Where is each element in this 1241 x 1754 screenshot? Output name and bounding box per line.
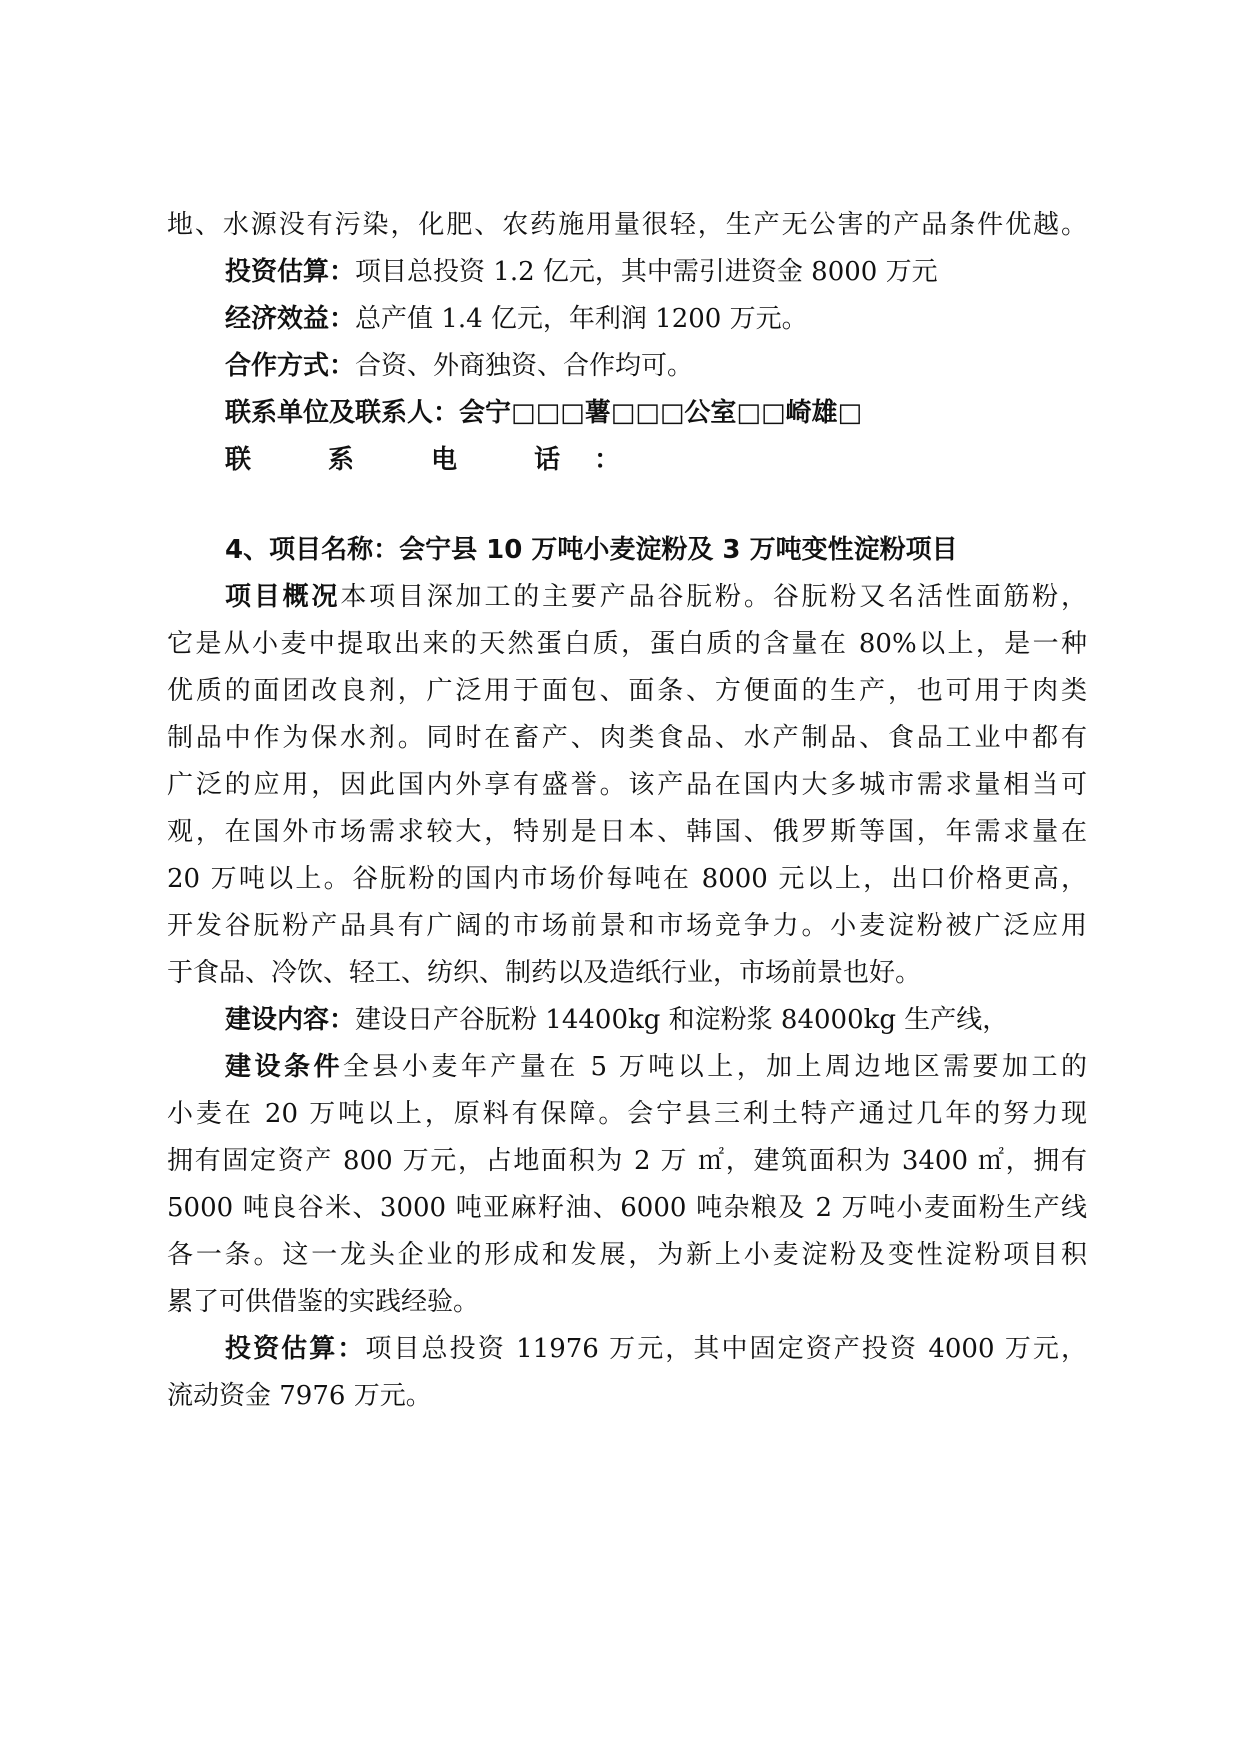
condition-line: 拥有固定资产 800 万元，占地面积为 2 万 ㎡，建筑面积为 3400 ㎡，拥有 — [167, 1146, 1087, 1176]
invest-estimate-row — [225, 252, 1087, 292]
contact-text: 会宁□□□薯□□□公室□□崎雄□ — [459, 398, 863, 428]
cooperation-row — [225, 346, 1087, 386]
construction-content-text: 建设日产谷朊粉 14400kg 和淀粉浆 84000kg 生产线， — [355, 1005, 1009, 1035]
overview-line-1 — [225, 577, 1087, 617]
overview-line: 它是从小麦中提取出来的天然蛋白质，蛋白质的含量在 80%以上，是一种 — [167, 629, 1087, 659]
condition-label: 建设条件 — [225, 1052, 343, 1082]
condition-line: 小麦在 20 万吨以上，原料有保障。会宁县三利土特产通过几年的努力现 — [167, 1099, 1087, 1129]
invest-estimate-2-text: 项目总投资 11976 万元，其中固定资产投资 4000 万元， — [365, 1334, 1087, 1364]
overview-line: 优质的面团改良剂，广泛用于面包、面条、方便面的生产，也可用于肉类 — [167, 676, 1087, 706]
project-title: 4、项目名称：会宁县 10 万吨小麦淀粉及 3 万吨变性淀粉项目 — [225, 535, 958, 565]
overview-text: 本项目深加工的主要产品谷朊粉。谷朊粉又名活性面筋粉， — [340, 582, 1087, 612]
condition-line: 5000 吨良谷米、3000 吨亚麻籽油、6000 吨杂粮及 2 万吨小麦面粉生产线 — [167, 1193, 1087, 1223]
economic-benefit-text: 总产值 1.4 亿元，年利润 1200 万元。 — [355, 304, 808, 334]
overview-line: 广泛的应用，因此国内外享有盛誉。该产品在国内大多城市需求量相当可 — [167, 770, 1087, 800]
phone-label: 联 系 电 话： — [225, 445, 655, 475]
contact-label: 联系单位及联系人： — [225, 398, 460, 428]
contact-row — [225, 393, 1087, 433]
invest-estimate-text: 项目总投资 1.2 亿元，其中需引进资金 8000 万元 — [355, 257, 938, 287]
condition-line: 累了可供借鉴的实践经验。 — [167, 1287, 480, 1317]
invest-estimate-2-row — [225, 1329, 1087, 1369]
overview-label: 项目概况 — [225, 582, 341, 612]
economic-benefit-label: 经济效益： — [225, 304, 356, 334]
invest-estimate-2-line: 流动资金 7976 万元。 — [167, 1381, 432, 1411]
overview-line: 观，在国外市场需求较大，特别是日本、韩国、俄罗斯等国，年需求量在 — [167, 817, 1087, 847]
invest-estimate-2-label: 投资估算： — [225, 1334, 366, 1364]
overview-line: 开发谷朊粉产品具有广阔的市场前景和市场竞争力。小麦淀粉被广泛应用 — [167, 911, 1087, 941]
overview-line: 于食品、冷饮、轻工、纺织、制药以及造纸行业，市场前景也好。 — [167, 958, 922, 988]
overview-line: 20 万吨以上。谷朊粉的国内市场价每吨在 8000 元以上，出口价格更高， — [167, 864, 1087, 894]
construction-content-label: 建设内容： — [225, 1005, 356, 1035]
construction-content-row — [225, 1000, 1087, 1040]
paragraph-continuation: 地、水源没有污染，化肥、农药施用量很轻，生产无公害的产品条件优越。 — [167, 210, 1087, 240]
invest-estimate-label: 投资估算： — [225, 257, 356, 287]
cooperation-text: 合资、外商独资、合作均可。 — [355, 351, 694, 381]
economic-benefit-row — [225, 299, 1087, 339]
condition-line-1 — [225, 1047, 1087, 1087]
condition-text: 全县小麦年产量在 5 万吨以上，加上周边地区需要加工的 — [342, 1052, 1087, 1082]
condition-line: 各一条。这一龙头企业的形成和发展，为新上小麦淀粉及变性淀粉项目积 — [167, 1240, 1087, 1270]
cooperation-label: 合作方式： — [225, 351, 356, 381]
overview-line: 制品中作为保水剂。同时在畜产、肉类食品、水产制品、食品工业中都有 — [167, 723, 1087, 753]
